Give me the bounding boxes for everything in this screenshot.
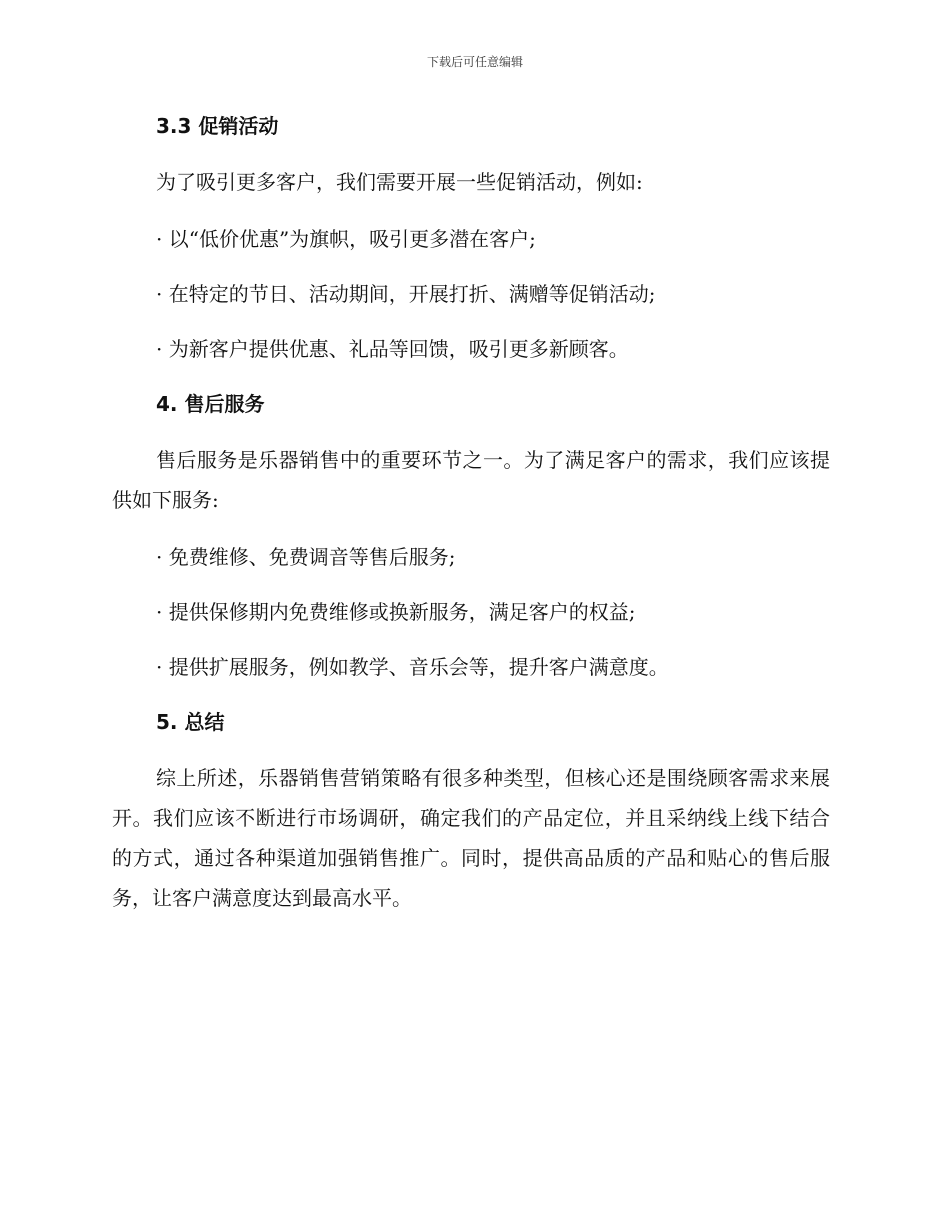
- page-header: 下载后可任意编辑: [426, 55, 523, 69]
- bullet-item: · 免费维修、免费调音等售后服务;: [156, 545, 456, 569]
- section-paragraph: 综上所述，乐器销售营销策略有很多种类型，但核心还是围绕顾客需求来展开。我们应该不断进行市场调研，确定我们的产品定位，并且采纳线上线下结合的方式，通过各种渠道加强销售推广。同时，提供高品质的产品和贴心的售后服务，让客户满意度达到最高水平。: [112, 766, 830, 910]
- document-body: [112, 108, 830, 918]
- bullet-item: · 以“低价优惠”为旗帜，吸引更多潜在客户;: [156, 227, 536, 251]
- bullet-item: · 在特定的节日、活动期间，开展打折、满赠等促销活动;: [156, 282, 656, 306]
- bullet-item: · 提供保修期内免费维修或换新服务，满足客户的权益;: [156, 600, 636, 624]
- section-paragraph: 售后服务是乐器销售中的重要环节之一。为了满足客户的需求，我们应该提供如下服务:: [112, 448, 830, 512]
- bullet-item: · 提供扩展服务，例如教学、音乐会等，提升客户满意度。: [156, 655, 669, 679]
- section-heading-summary: 5. 总结: [156, 710, 225, 734]
- bullet-item: · 为新客户提供优惠、礼品等回馈，吸引更多新顾客。: [156, 337, 629, 361]
- section-paragraph: 为了吸引更多客户，我们需要开展一些促销活动，例如:: [156, 170, 643, 194]
- section-heading-promotions: 3.3 促销活动: [156, 114, 279, 138]
- section-heading-after-sales: 4. 售后服务: [156, 392, 265, 416]
